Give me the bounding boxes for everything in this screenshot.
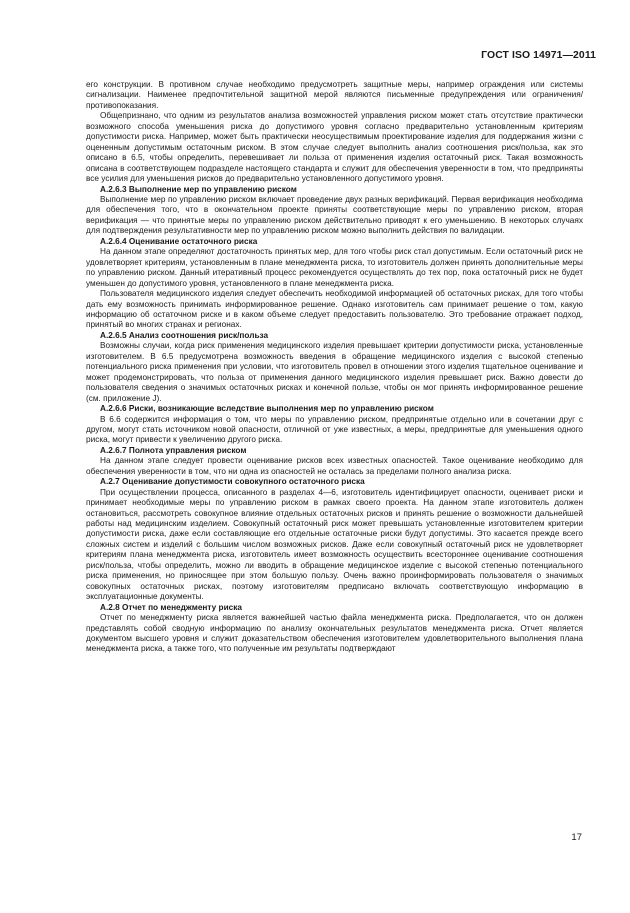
paragraph: На данном этапе определяют достаточность принятых мер, для того чтобы риск стал допустимым. Если остаточный риск не удовлетворяет критериям, установленным в плане менеджмента риска, то изготовитель должен принять дополнительные меры по управлению риском. Данный итеративный процесс рекомендуется осуществлять до тех пор, пока остаточный риск не будет уменьшен до допустимого уровня, установленного в плане менеджмента риска. [86,247,583,288]
section-heading: A.2.6.6 Риски, возникающие вследствие выполнения мер по управлению риском [100,404,434,414]
paragraph: На данном этапе следует провести оценивание рисков всех известных опасностей. Такое оценивание необходимо для обеспечения уверенности в том, что ни одна из опасностей не осталась за пределами полного анализа риска. [86,456,583,476]
paragraph: Общепризнано, что одним из результатов анализа возможностей управления риском может стать отсутствие практически возможного способа уменьшения риска до допустимого уровня согласно предварительно установленным критериям допустимости риска. Например, может быть практически неосуществимым проектирование изделия для поддержания жизни с оцененным допустимым остаточным риском. В этом случае следует выполнить анализ соотношения риск/польза, как это описано в 6.5, чтобы определить, перевешивает ли польза от применения изделия остаточный риск. Такая возможность описана в соответствующем подразделе настоящего стандарта и служит для обеспечения уверенности в том, что предприняты все усилия для уменьшения рисков до предварительно установленного допустимого уровня. [86,111,583,184]
paragraph: Выполнение мер по управлению риском включает проведение двух разных верификаций. Первая верификация необходима для обеспечения того, что в окончательном проекте приняты соответствующие меры по управлению риском, вторая верификация — что принятые меры по управлению риском действительно приводят к его уменьшению. В некоторых случаях для подтверждения результативности мер по управлению риском можно выполнить действия по валидации. [86,194,583,236]
section-heading: A.2.8 Отчет по менеджменту риска [100,602,242,612]
paragraph: При осуществлении процесса, описанного в разделах 4—6, изготовитель идентифицирует опасности, оценивает риски и принимает необходимые меры по управлению риском в рамках своего проекта. На данном этапе изготовитель должен остановиться, рассмотреть совокупное влияние отдельных остаточных рисков и принять решение о возможности дальнейшей работы над медицинским изделием. Совокупный остаточный риск может превышать установленные изготовителем критерии допустимости риска, даже если составляющие его отдельные остаточные риски будут допустимы. Это касается прежде всего сложных систем и изделий с большим числом возможных рисков. Даже если совокупный остаточный риск не удовлетворяет критериям плана менеджмента риска, изготовитель имеет возможность осуществить всестороннее оценивание соотношения риск/польза, чтобы определить, можно ли вводить в обращение медицинское изделие с высокой степенью потенциального риска применения, но приносящее при этом большую пользу. Очень важно проинформировать пользователя о значимых совокупных остаточных рисках, поэтому изготовителям предписано включать соответствующую информацию в эксплуатационные документы. [86,487,583,602]
section-heading: A.2.6.7 Полнота управления риском [100,445,247,455]
document-header: ГОСТ ISO 14971—2011 [481,50,596,61]
document-body [86,80,583,655]
paragraph: его конструкции. В противном случае необходимо предусмотреть защитные меры, например ограждения или системы сигнализации. Наименее предпочтительной защитной мерой являются письменные предупреждения или ограничения/противопоказания. [86,80,583,110]
paragraph: Отчет по менеджменту риска является важнейшей частью файла менеджмента риска. Предполагается, что он должен представлять собой сводную информацию по анализу окончательных результатов менеджмента риска. Отчет является документом высшего уровня и служит доказательством обеспечения изготовителем удовлетворительного выполнения плана менеджмента риска, а также того, что полученные им результаты подтверждают [86,613,583,654]
section-heading: A.2.6.3 Выполнение мер по управлению риском [100,184,297,194]
section-heading: A.2.6.4 Оценивание остаточного риска [100,236,258,246]
section-heading: A.2.6.5 Анализ соотношения риск/польза [100,330,269,340]
section-heading: A.2.7 Оценивание допустимости совокупного остаточного риска [100,477,365,487]
paragraph: В 6.6 содержится информация о том, что меры по управлению риском, предпринятые отдельно или в сочетании друг с другом, могут стать источником новой опасности, отличной от уже известных, а меры, предпринятые для уменьшения одного риска, могут привести к увеличению другого риска. [86,414,583,445]
paragraph: Возможны случаи, когда риск применения медицинского изделия превышает критерии допустимости риска, установленные изготовителем. В 6.5 предусмотрена возможность введения в обращение медицинского изделия с высокой степенью потенциального риска применения при условии, что изготовитель провел в отношении этого изделия тщательное оценивание и может продемонстрировать, что польза от применения данного медицинского изделия превышает риск. Важно довести до пользователя сведения о значимых остаточных рисках и конечной пользе, чтобы он мог принять информированное решение (см. приложение J). [86,341,583,403]
page-number: 17 [571,832,582,843]
paragraph: Пользователя медицинского изделия следует обеспечить необходимой информацией об остаточных рисках, для того чтобы дать ему возможность принимать информированное решение. Однако изготовитель сам принимает решение о том, какую информацию об остаточном риске и в каком объеме следует предоставить пользователю. Это требование отражает подход, принятый во многих странах и регионах. [86,289,583,330]
